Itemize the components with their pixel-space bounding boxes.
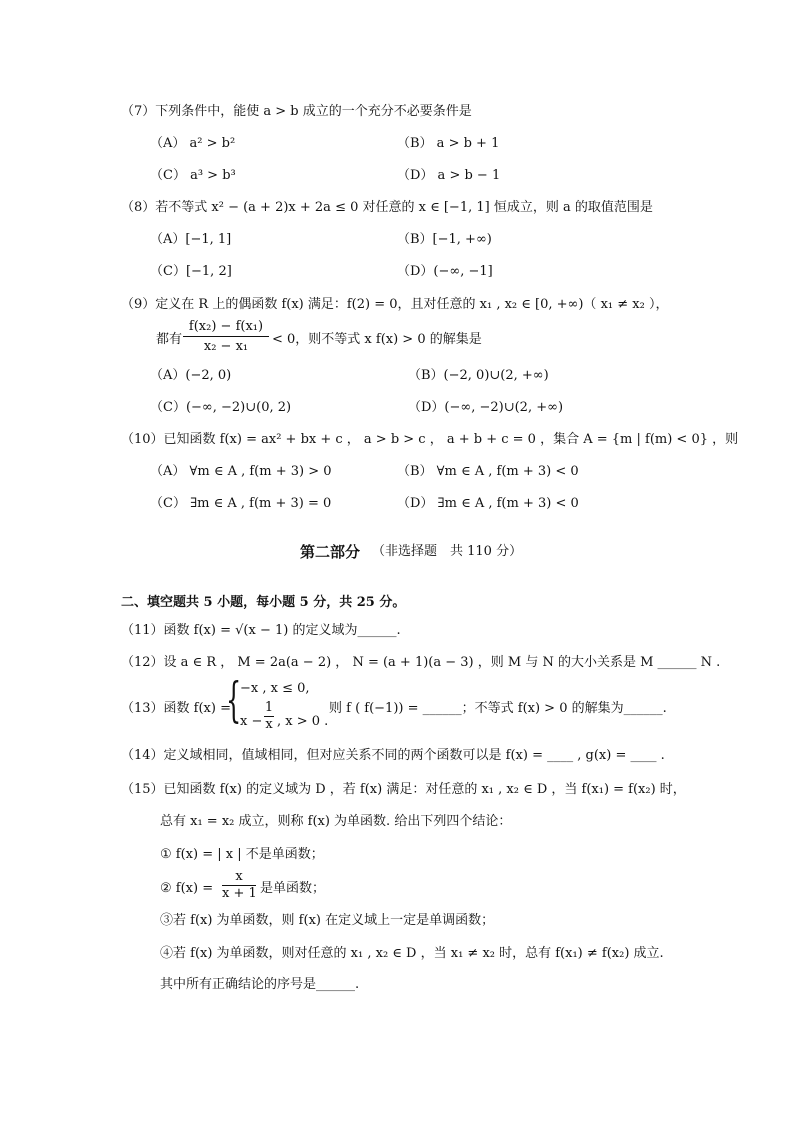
q13-pre: （13）函数 f(x) = <box>121 701 231 716</box>
q13-case2-a: x − <box>240 714 263 729</box>
section2-heading: 二、填空题共 5 小题，每小题 5 分，共 25 分。 <box>121 595 406 610</box>
q12: （12）设 a ∈ R ， M = 2a(a − 2) ， N = (a + 1)(a − 3) ，则 M 与 N 的大小关系是 M ______ N . <box>121 655 721 670</box>
q13-case2-denominator: x <box>265 717 273 732</box>
q8-stem: （8）若不等式 x² − (a + 2)x + 2a ≤ 0 对任意的 x ∈ [−1, 1] 恒成立，则 a 的取值范围是 <box>121 200 653 215</box>
part2-subtitle: （非选择题 共 110 分） <box>372 544 523 559</box>
q15-ending: 其中所有正确结论的序号是______. <box>160 977 360 992</box>
part2-title: 第二部分 <box>300 543 361 561</box>
q9-stem-line1: （9）定义在 R 上的偶函数 f(x) 满足：f(2) = 0，且对任意的 x₁ , x₂ ∈ [0, +∞)（ x₁ ≠ x₂ ）， <box>121 297 669 312</box>
q13-case2-numerator: 1 <box>264 700 274 715</box>
q15-conclusion4: ④若 f(x) 为单函数，则对任意的 x₁ , x₂ ∈ D ，当 x₁ ≠ x₂ 时，总有 f(x₁) ≠ f(x₂) 成立. <box>160 946 664 961</box>
q10-option-c: （C） ∃m ∈ A , f(m + 3) = 0 <box>150 496 332 511</box>
q13-post: 则 f ( f(−1)) = ______；不等式 f(x) > 0 的解集为______. <box>329 701 667 716</box>
q13-brace-icon: { <box>226 672 242 728</box>
q10-option-d: （D） ∃m ∈ A , f(m + 3) < 0 <box>397 496 579 511</box>
q13-case2-b: , x > 0 . <box>277 714 329 729</box>
q9-option-b: （B）(−2, 0)∪(2, +∞) <box>408 368 549 383</box>
q9-stem-line2-pre: 都有 <box>156 332 183 347</box>
q9-option-a: （A）(−2, 0) <box>150 368 232 383</box>
q9-fraction-numerator: f(x₂) − f(x₁) <box>183 318 269 337</box>
q8-option-c: （C）[−1, 2] <box>150 264 232 279</box>
q10-stem: （10）已知函数 f(x) = ax² + bx + c ， a > b > c ， a + b + c = 0 ，集合 A = {m | f(m) < 0} ，则 <box>121 432 739 447</box>
q14: （14）定义域相同，值域相同，但对应关系不同的两个函数可以是 f(x) = ____ , g(x) = ____ . <box>121 748 665 763</box>
q10-option-b: （B） ∀m ∈ A , f(m + 3) < 0 <box>397 464 579 479</box>
q9-option-d: （D）(−∞, −2)∪(2, +∞) <box>408 400 564 415</box>
q11: （11）函数 f(x) = √(x − 1) 的定义域为______. <box>121 623 401 638</box>
q15-conclusion3: ③若 f(x) 为单函数，则 f(x) 在定义域上一定是单调函数； <box>160 913 495 928</box>
q15-conclusion2-post: 是单函数； <box>260 881 326 896</box>
q7-stem: （7）下列条件中，能使 a > b 成立的一个充分不必要条件是 <box>121 104 472 119</box>
q15-line1: （15）已知函数 f(x) 的定义域为 D ，若 f(x) 满足：对任意的 x₁ , x₂ ∈ D ，当 f(x₁) = f(x₂) 时， <box>121 782 686 797</box>
q7-option-d: （D） a > b − 1 <box>397 168 501 183</box>
q15-conclusion2-denominator: x + 1 <box>222 886 257 901</box>
q9-option-c: （C）(−∞, −2)∪(0, 2) <box>150 400 292 415</box>
q15-conclusion1: ① f(x) = | x | 不是单函数； <box>160 847 324 862</box>
q15-line2: 总有 x₁ = x₂ 成立，则称 f(x) 为单函数. 给出下列四个结论： <box>160 814 512 829</box>
q7-option-a: （A） a² > b² <box>150 136 236 151</box>
q9-fraction-denominator: x₂ − x₁ <box>203 339 249 354</box>
q15-conclusion2-numerator: x <box>222 869 256 886</box>
q8-option-a: （A）[−1, 1] <box>150 232 232 247</box>
q9-stem-line2-post: < 0，则不等式 x f(x) > 0 的解集是 <box>272 332 482 347</box>
q8-option-d: （D）(−∞, −1] <box>397 264 493 279</box>
q8-option-b: （B）[−1, +∞) <box>397 232 492 247</box>
q13-case1: −x , x ≤ 0, <box>240 681 310 696</box>
q15-conclusion2-pre: ② f(x) = <box>160 881 214 896</box>
q7-option-c: （C） a³ > b³ <box>150 168 236 183</box>
q10-option-a: （A） ∀m ∈ A , f(m + 3) > 0 <box>150 464 332 479</box>
q7-option-b: （B） a > b + 1 <box>397 136 500 151</box>
